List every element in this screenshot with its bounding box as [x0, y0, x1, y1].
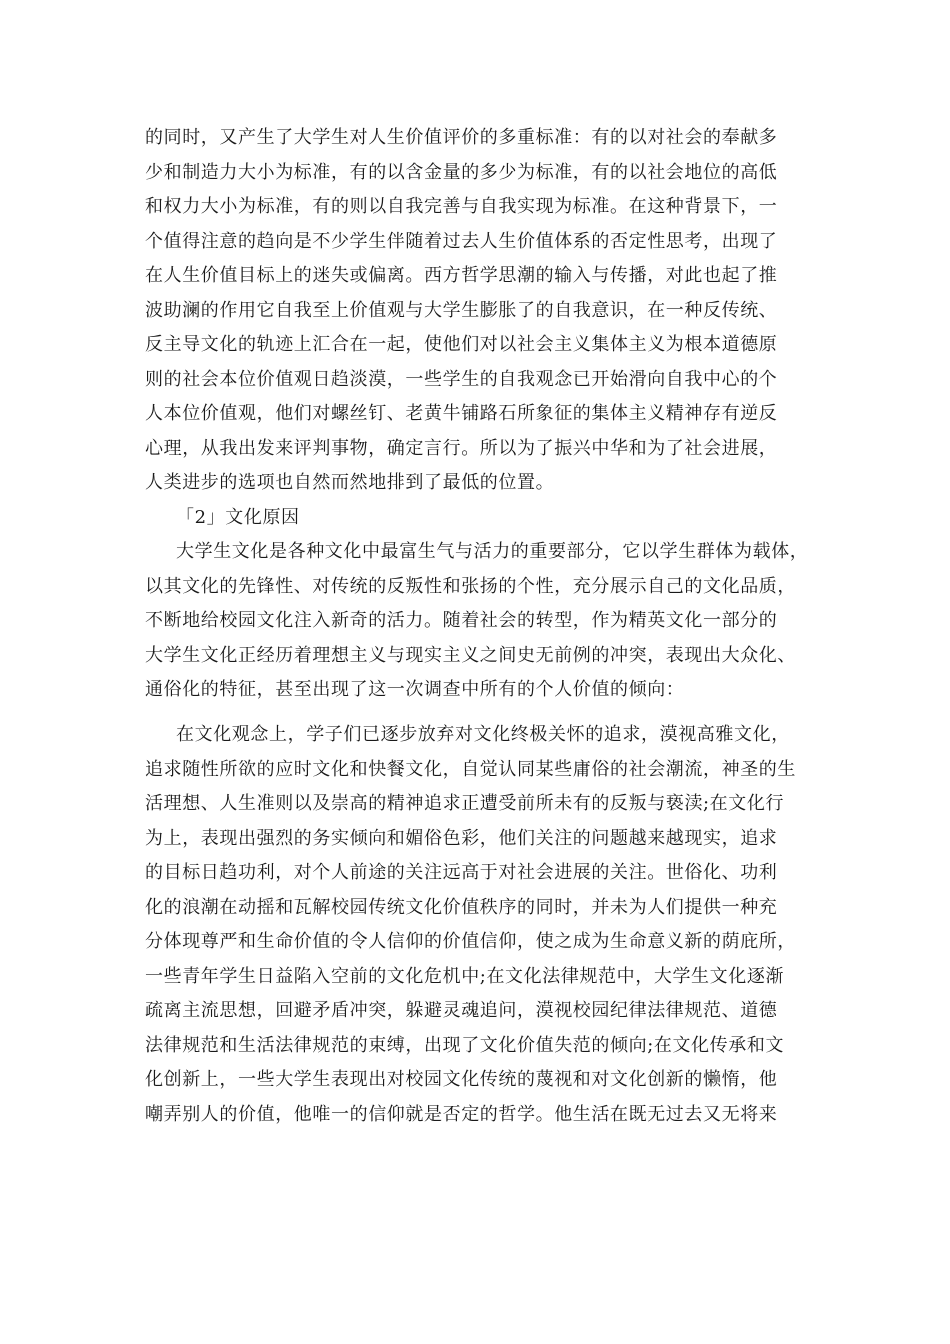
text-line: 追求随性所欲的应时文化和快餐文化，自觉认同某些庸俗的社会潮流，神圣的生	[145, 759, 796, 780]
text-line: 在人生价值目标上的迷失或偏离。西方哲学思潮的输入与传播，对此也起了推	[145, 265, 778, 286]
text-line: 人类进步的选项也自然而然地排到了最低的位置。	[145, 472, 555, 493]
text-line: 通俗化的特征，甚至出现了这一次调查中所有的个人价值的倾向：	[145, 679, 685, 700]
text-line: 一些青年学生日益陷入空前的文化危机中;在文化法律规范中，大学生文化逐渐	[145, 966, 785, 987]
text-line: 活理想、人生准则以及崇高的精神追求正遭受前所未有的反叛与亵渎;在文化行	[145, 793, 785, 814]
text-line: 心理，从我出发来评判事物，确定言行。所以为了振兴中华和为了社会进展，	[145, 438, 778, 459]
text-line: 法律规范和生活法律规范的束缚，出现了文化价值失范的倾向;在文化传承和文	[145, 1035, 785, 1056]
text-line: 在文化观念上，学子们已逐步放弃对文化终极关怀的追求，漠视高雅文化，	[176, 724, 790, 745]
text-line: 的同时，又产生了大学生对人生价值评价的多重标准：有的以对社会的奉献多	[145, 127, 778, 148]
text-line: 的目标日趋功利，对个人前途的关注远高于对社会进展的关注。世俗化、功利	[145, 862, 778, 883]
text-line: 少和制造力大小为标准，有的以含金量的多少为标准，有的以社会地位的高低	[145, 162, 778, 183]
text-line: 分体现尊严和生命价值的令人信仰的价值信仰，使之成为生命意义新的荫庇所，	[145, 931, 796, 952]
text-line: 反主导文化的轨迹上汇合在一起，使他们对以社会主义集体主义为根本道德原	[145, 334, 778, 355]
text-line: 以其文化的先锋性、对传统的反叛性和张扬的个性，充分展示自己的文化品质，	[145, 576, 796, 597]
text-line: 为上，表现出强烈的务实倾向和媚俗色彩，他们关注的问题越来越现实，追求	[145, 828, 778, 849]
text-line: 不断地给校园文化注入新奇的活力。随着社会的转型，作为精英文化一部分的	[145, 610, 778, 631]
text-line: 化创新上，一些大学生表现出对校园文化传统的蔑视和对文化创新的懒惰，他	[145, 1069, 778, 1090]
text-line: 和权力大小为标准，有的则以自我完善与自我实现为标准。在这种背景下，一	[145, 196, 778, 217]
section-heading: 「2」文化原因	[176, 507, 300, 528]
text-line: 嘲弄别人的价值，他唯一的信仰就是否定的哲学。他生活在既无过去又无将来	[145, 1104, 778, 1125]
text-line: 个值得注意的趋向是不少学生伴随着过去人生价值体系的否定性思考，出现了	[145, 231, 778, 252]
text-line: 大学生文化是各种文化中最富生气与活力的重要部分，它以学生群体为载体，	[176, 541, 809, 562]
text-line: 人本位价值观，他们对螺丝钉、老黄牛铺路石所象征的集体主义精神存有逆反	[145, 403, 778, 424]
text-line: 疏离主流思想，回避矛盾冲突，躲避灵魂追问，漠视校园纪律法律规范、道德	[145, 1000, 778, 1021]
text-line: 大学生文化正经历着理想主义与现实主义之间史无前例的冲突，表现出大众化、	[145, 645, 796, 666]
text-line: 化的浪潮在动摇和瓦解校园传统文化价值秩序的同时，并未为人们提供一种充	[145, 897, 778, 918]
text-line: 波助澜的作用它自我至上价值观与大学生膨胀了的自我意识，在一种反传统、	[145, 300, 778, 321]
text-line: 则的社会本位价值观日趋淡漠，一些学生的自我观念已开始滑向自我中心的个	[145, 369, 778, 390]
